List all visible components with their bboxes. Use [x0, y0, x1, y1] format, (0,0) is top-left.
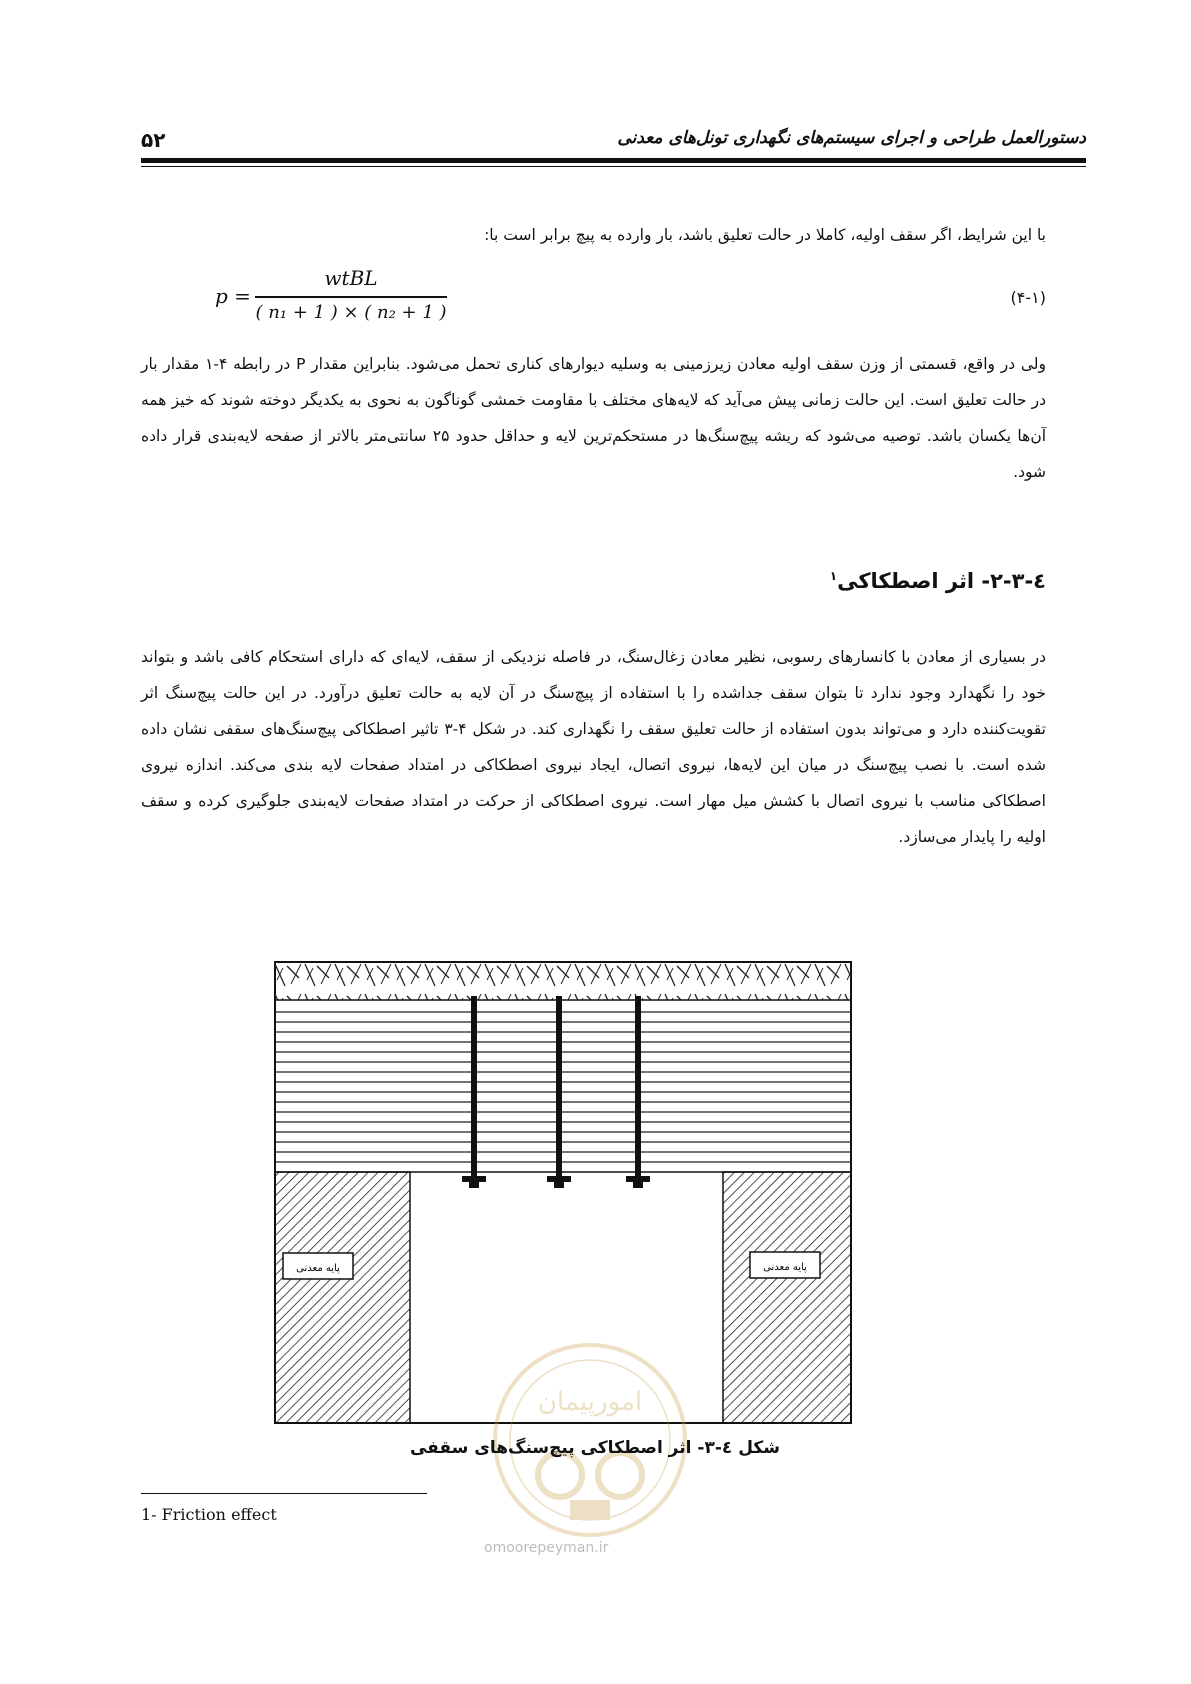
section-title: ٤-٣-٢- اثر اصطکاکی: [837, 569, 1046, 593]
section-heading: [830, 569, 1046, 593]
figure-caption: شکل ٤-٣- اثر اصطکاکی پیچ‌سنگ‌های سقفی: [409, 1438, 780, 1458]
watermark-logo-text: امورپیمان: [537, 1387, 643, 1417]
pillar-left: [275, 1172, 410, 1423]
pillar-right-label: پایه معدنی: [763, 1262, 807, 1273]
watermark-url: omoorepeyman.ir: [484, 1540, 609, 1556]
fraction-bar: [255, 296, 447, 298]
footnote: 1- Friction effect: [141, 1505, 277, 1524]
intro-paragraph: با این شرایط، اگر سقف اولیه، کاملا در حالت تعلیق باشد، بار وارده به پیچ برابر است با:: [484, 226, 1046, 244]
pillar-right: [723, 1172, 851, 1423]
header-rule-thick: [141, 158, 1086, 163]
page-number: ۵۲: [141, 128, 166, 152]
equation-numerator: wtBL: [324, 266, 378, 290]
header-rule-thin: [141, 166, 1086, 167]
equation: [215, 262, 445, 332]
equation-label: (۴-۱): [1010, 288, 1046, 307]
footnote-mark: ۱: [829, 569, 838, 583]
pillar-left-label: پایه معدنی: [296, 1263, 340, 1274]
equation-denominator: ( n₁ + 1 ) × ( n₂ + 1 ): [255, 302, 447, 323]
equation-lhs: p =: [215, 284, 251, 308]
body-paragraph-3: در بسیاری از معادن با کانسارهای رسوبی، نظیر معادن زغال‌سنگ، در فاصله نزدیکی از سقف، لایه‌ای که دارای استحکام کافی باشد و بتواند خود را نگهدارد وجود ندارد تا بتوان سقف جداشده را با استفاده از پیچ‌سنگ در آن لایه به حالت تعلیق درآورد. در این حالت پیچ‌سنگ اثر تقویت‌کننده دارد و می‌تواند بدون استفاده از حالت تعلیق سقف را نگهداری کند. در شکل ۴-۳ تاثیر اصطکاکی پیچ‌سنگ‌های سقفی نشان داده شده است. با نصب پیچ‌سنگ در میان این لایه‌ها، نیروی اتصال، ایجاد نیروی اصطکاکی در امتداد صفحات لایه بندی می‌کند. اندازه نیروی اصطکاکی مناسب با نیروی اتصال با کشش میل مهار است. نیروی اصطکاکی از حرکت در امتداد صفحات لایه‌بندی جلوگیری کرده و سقف اولیه را پایدار می‌سازد.: [141, 648, 1046, 846]
body-paragraph-2: ولی در واقع، قسمتی از وزن سقف اولیه معادن زیرزمینی به وسلیه دیوارهای کناری تحمل می‌شود. بنابراین مقدار P در رابطه ۴-۱ مقدار بار در حالت تعلیق است. این حالت زمانی پیش می‌آید که لایه‌های مختلف با مقاومت خمشی گوناگون به نحوی به یکدیگر دوخته شوند که خیز همه آن‌ها یکسان باشد. توصیه می‌شود که ریشه پیچ‌سنگ‌ها در مستحکم‌ترین لایه و حداقل حدود ۲۵ سانتی‌متر بالاتر از صفحه لایه‌بندی قرار داده شود.: [141, 355, 1047, 481]
overburden-band: [275, 962, 851, 1000]
running-title: دستورالعمل طراحی و اجرای سیستم‌های نگهداری تونل‌های معدنی: [617, 128, 1086, 148]
footnote-rule: [141, 1493, 427, 1494]
